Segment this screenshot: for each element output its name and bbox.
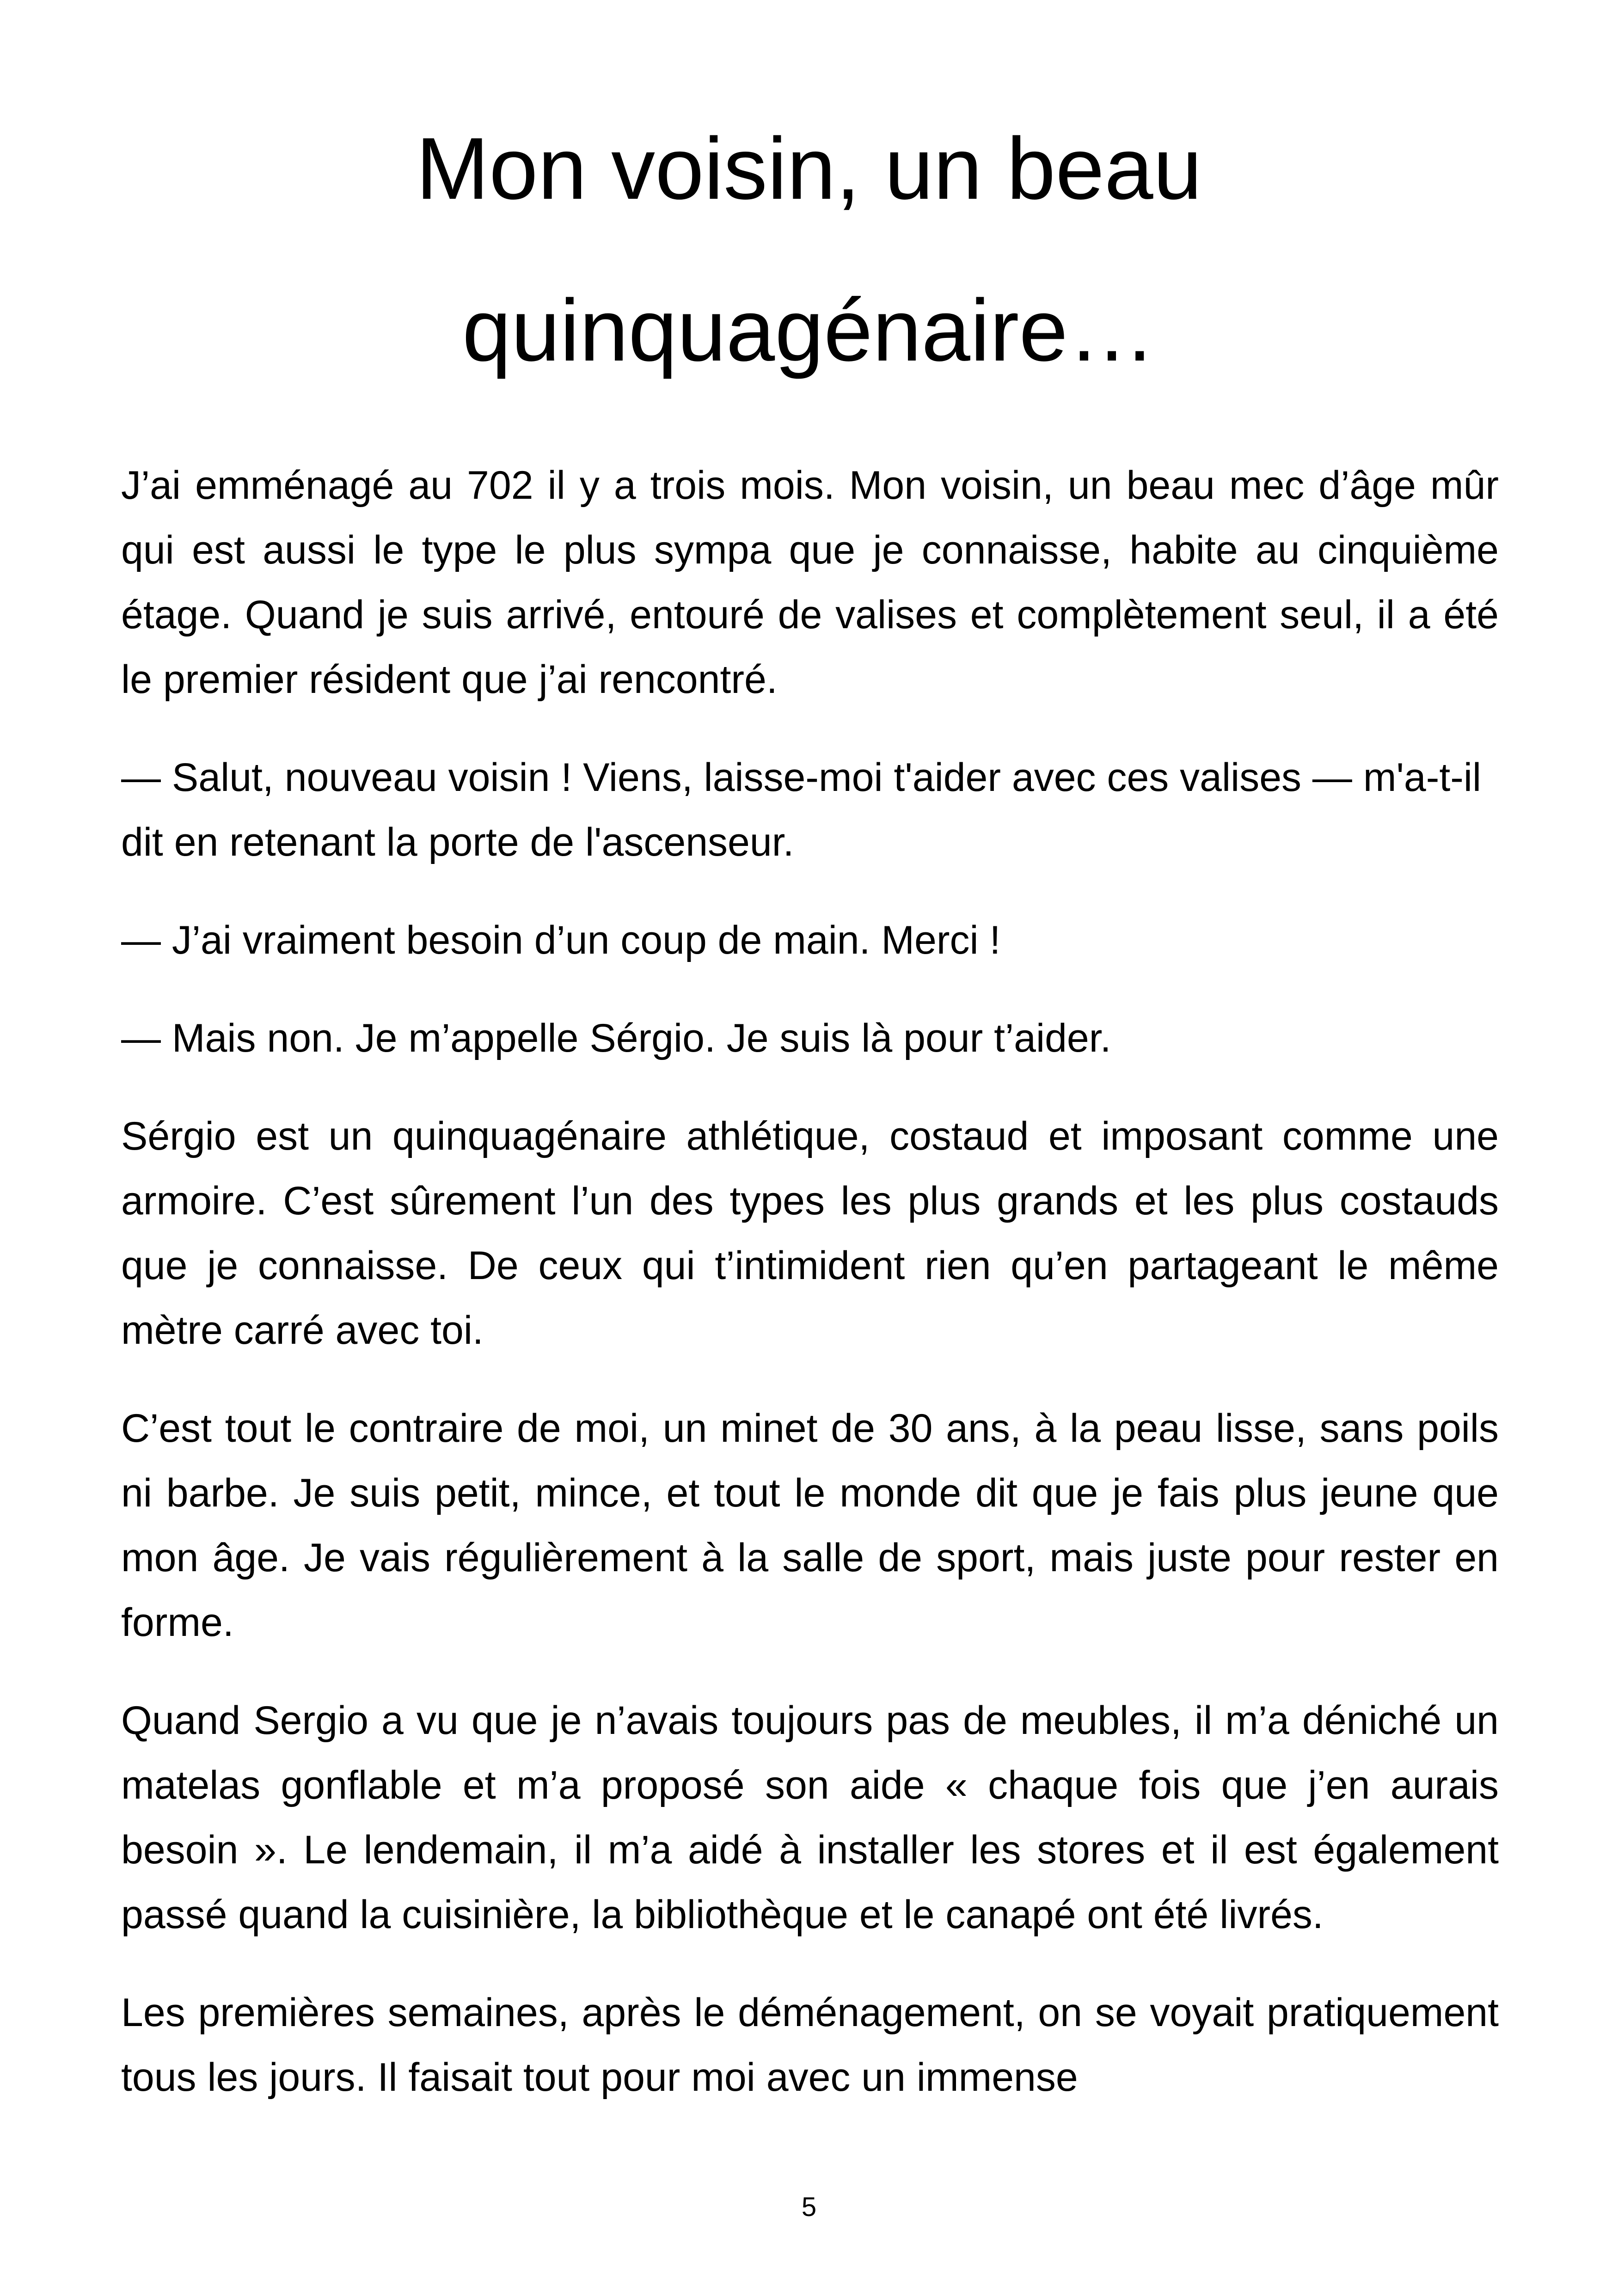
paragraph: C’est tout le contraire de moi, un minet de 30 ans, à la peau lisse, sans poils ni barbe. Je suis petit, mince, et tout le monde dit que je fais plus jeune que mon âge. Je vais régulièrement à la salle de sport, mais juste pour rester en forme. xyxy=(121,1406,1499,1645)
page-title xyxy=(277,88,1341,411)
dialogue-line: — J’ai vraiment besoin d’un coup de main. Merci ! xyxy=(121,918,1001,962)
title-line-1: Mon voisin, un beau xyxy=(416,120,1202,218)
body-text xyxy=(121,453,1499,2143)
paragraph: Quand Sergio a vu que je n’avais toujours pas de meubles, il m’a déniché un matelas gonflable et m’a proposé son aide « chaque fois que j’en aurais besoin ». Le lendemain, il m’a aidé à installer les stores et il est également passé quand la cuisinière, la bibliothèque et le canapé ont été livrés. xyxy=(121,1698,1499,1937)
paragraph: Les premières semaines, après le déménagement, on se voyait pratiquement tous les jours. Il faisait tout pour moi avec un immense xyxy=(121,1990,1499,2100)
dialogue-line: — Mais non. Je m’appelle Sérgio. Je suis là pour t’aider. xyxy=(121,1016,1111,1060)
dialogue-line: — Salut, nouveau voisin ! Viens, laisse-moi t'aider avec ces valises — m'a-t-il dit en retenant la porte de l'ascenseur. xyxy=(121,755,1482,864)
paragraph: J’ai emménagé au 702 il y a trois mois. Mon voisin, un beau mec d’âge mûr qui est aussi le type le plus sympa que je connaisse, habite au cinquième étage. Quand je suis arrivé, entouré de valises et complètement seul, il a été le premier résident que j’ai rencontré. xyxy=(121,463,1499,702)
paragraph: Sérgio est un quinquagénaire athlétique, costaud et imposant comme une armoire. C’est sûrement l’un des types les plus grands et les plus costauds que je connaisse. De ceux qui t’intimident rien qu’en partageant le même mètre carré avec toi. xyxy=(121,1114,1499,1353)
title-line-2: quinquagénaire… xyxy=(462,282,1156,380)
page-number: 5 xyxy=(801,2192,817,2222)
